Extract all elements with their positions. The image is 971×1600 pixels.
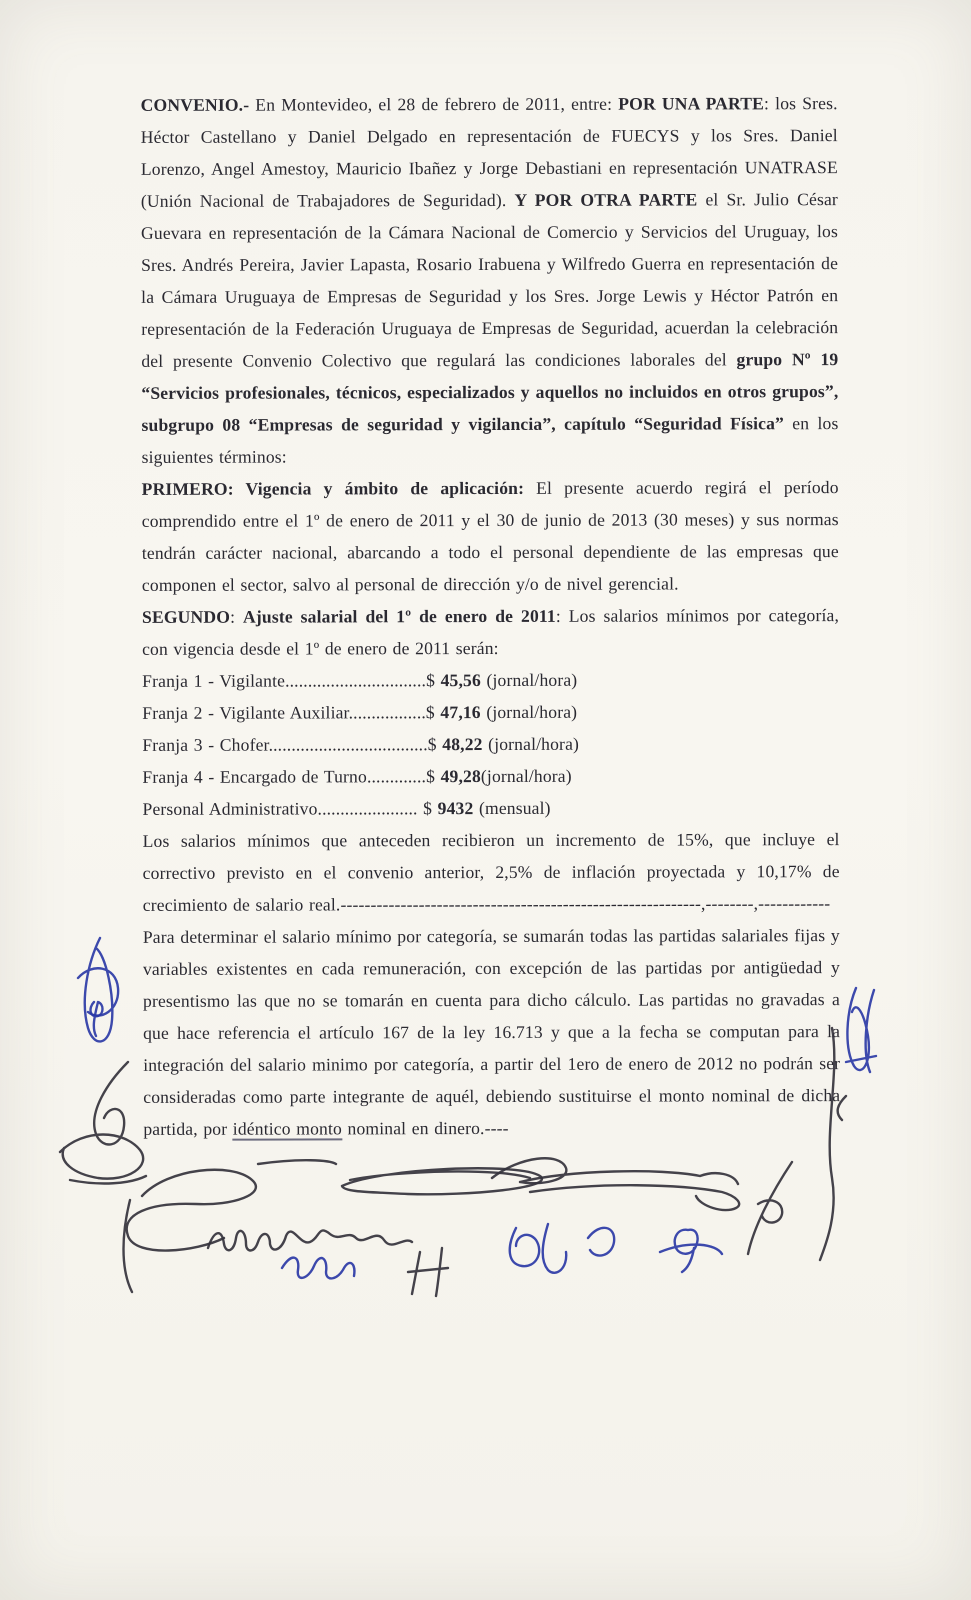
text-segment: Para determinar el salario mínimo por categoría, se sumarán todas las partidas salariales fijas y variables existentes en cada remuneración, con excepción de las partidas por antigüedad y presentismo las que no se tomarán en cuenta para dicho cálculo. Las partidas no gravadas a que hace referencia el artículo 167 de la ley 16.713 y que a la fecha se computan para la integración del salario minimo por categoría, a partir del 1ero de enero de 2012 no podrán ser consideradas como parte integrante de aquél, debiendo sustituirse el monto nominal de dicha partida, por	[142, 925, 841, 1139]
clause-primero	[142, 471, 839, 601]
signature-handwritten-blue	[282, 1258, 354, 1279]
text-segment: Franja 3 - Chofer...................................$	[142, 734, 443, 755]
text-segment: : los Sres. Héctor Castellano y Daniel Delgado en representación de FUECYS y los Sres. Daniel Lorenzo, Angel Amestoy, Mauricio Ibañez y Jorge Debastiani en representación UNATRASE (Unión Nacional de Trabajadores de Seguridad).	[140, 93, 838, 211]
signature-diagonal-right	[748, 1162, 792, 1254]
document-text	[141, 87, 841, 1145]
text-segment: (jornal/hora)	[482, 733, 580, 755]
text-segment: (jornal/hora)	[480, 701, 578, 723]
text-segment: Franja 4 - Encargado de Turno.............$	[142, 766, 441, 787]
text-segment: : Los salarios mínimos por categoría, con vigencia desde el 1º de enero de 2011 serán:	[142, 605, 840, 659]
text-segment: :	[230, 606, 244, 627]
text-segment: idéntico monto	[232, 1118, 342, 1139]
salary-line-franja-1	[142, 663, 839, 697]
signature-flourish-left-margin	[91, 1002, 103, 1036]
text-segment: En Montevideo, el 28 de febrero de 2011, entre:	[249, 93, 619, 115]
text-segment: Y POR OTRA PARTE	[514, 189, 698, 210]
text-segment: en los siguientes términos:	[141, 413, 839, 467]
signature-center-right-flourish	[492, 1158, 739, 1210]
signature-main-left	[124, 1160, 337, 1292]
text-segment: Ajuste salarial del 1º de enero de 2011	[242, 605, 556, 627]
clause-segundo	[142, 599, 839, 665]
text-segment: 45,56	[440, 670, 481, 691]
text-segment: CONVENIO.-	[140, 94, 250, 115]
text-segment: 47,16	[440, 702, 481, 723]
text-segment: (jornal/hora)	[480, 669, 578, 691]
text-segment: 9432	[437, 798, 474, 819]
signature-h-mark	[408, 1248, 448, 1296]
text-segment: Franja 1 - Vigilante...............................$	[142, 670, 441, 691]
text-segment: 48,22	[442, 734, 483, 755]
text-segment: nominal en dinero.----	[341, 1117, 509, 1139]
text-segment: (mensual)	[473, 797, 551, 819]
partidas-paragraph	[143, 919, 841, 1145]
signature-loops-right-margin	[846, 988, 876, 1072]
increment-paragraph	[143, 823, 840, 921]
text-segment: (jornal/hora)	[480, 765, 572, 787]
signature-ellipse-flourish	[342, 1168, 542, 1194]
signature-handwritten-name	[208, 1230, 412, 1250]
signature-scribble-lower-left	[60, 1062, 146, 1183]
salary-line-franja-3	[142, 727, 839, 761]
text-segment: el Sr. Julio César Guevara en representación de la Cámara Nacional de Comercio y Servicios del Uruguay, los Sres. Andrés Pereira, Javier Lapasta, Rosario Irabuena y Wilfredo Guerra en representación de la Cámara Uruguaya de Empresas de Seguridad y los Sres. Jorge Lewis y Héctor Patrón en representación de la Federación Uruguaya de Empresas de Seguridad, acuerdan la celebración del presente Convenio Colectivo que regulará las condiciones laborales del	[140, 189, 839, 371]
text-segment: PRIMERO: Vigencia y ámbito de aplicación:	[141, 477, 525, 499]
text-segment: grupo Nº 19 “Servicios profesionales, técnicos, especializados y aquellos no incluidos en otros grupos”, subgrupo 08 “Empresas de seguridad y vigilancia”, capítulo “Seguridad Física”	[141, 349, 839, 435]
salary-line-personal-administrativo	[142, 791, 839, 825]
salary-line-franja-4	[142, 759, 839, 793]
text-segment: 49,28	[440, 766, 481, 787]
text-segment: Personal Administrativo...................... $	[142, 798, 438, 819]
text-segment: El presente acuerdo regirá el período comprendido entre el 1º de enero de 2011 y el 30 de junio de 2013 (30 meses) y sus normas tendrán carácter nacional, abarcando a todo el personal dependiente de las empresas que componen el sector, salvo al personal de dirección y/o de nivel gerencial.	[141, 477, 839, 595]
signature-blue-right	[660, 1230, 722, 1272]
text-segment: POR UNA PARTE	[618, 93, 765, 114]
opening-paragraph	[141, 87, 839, 473]
text-segment: Los salarios mínimos que anteceden recibieron un incremento de 15%, que incluye el correctivo previsto en el convenio anterior, 2,5% de inflación proyectada y 10,17% de crecimiento de salario real.------------------------------------------------------------,--------,------------	[142, 829, 840, 915]
signature-initials-left-margin	[78, 938, 118, 1041]
signature-blue-center	[510, 1224, 614, 1273]
salary-line-franja-2	[142, 695, 839, 729]
text-segment: SEGUNDO	[141, 606, 231, 627]
text-segment: Franja 2 - Vigilante Auxiliar.................$	[142, 702, 441, 723]
